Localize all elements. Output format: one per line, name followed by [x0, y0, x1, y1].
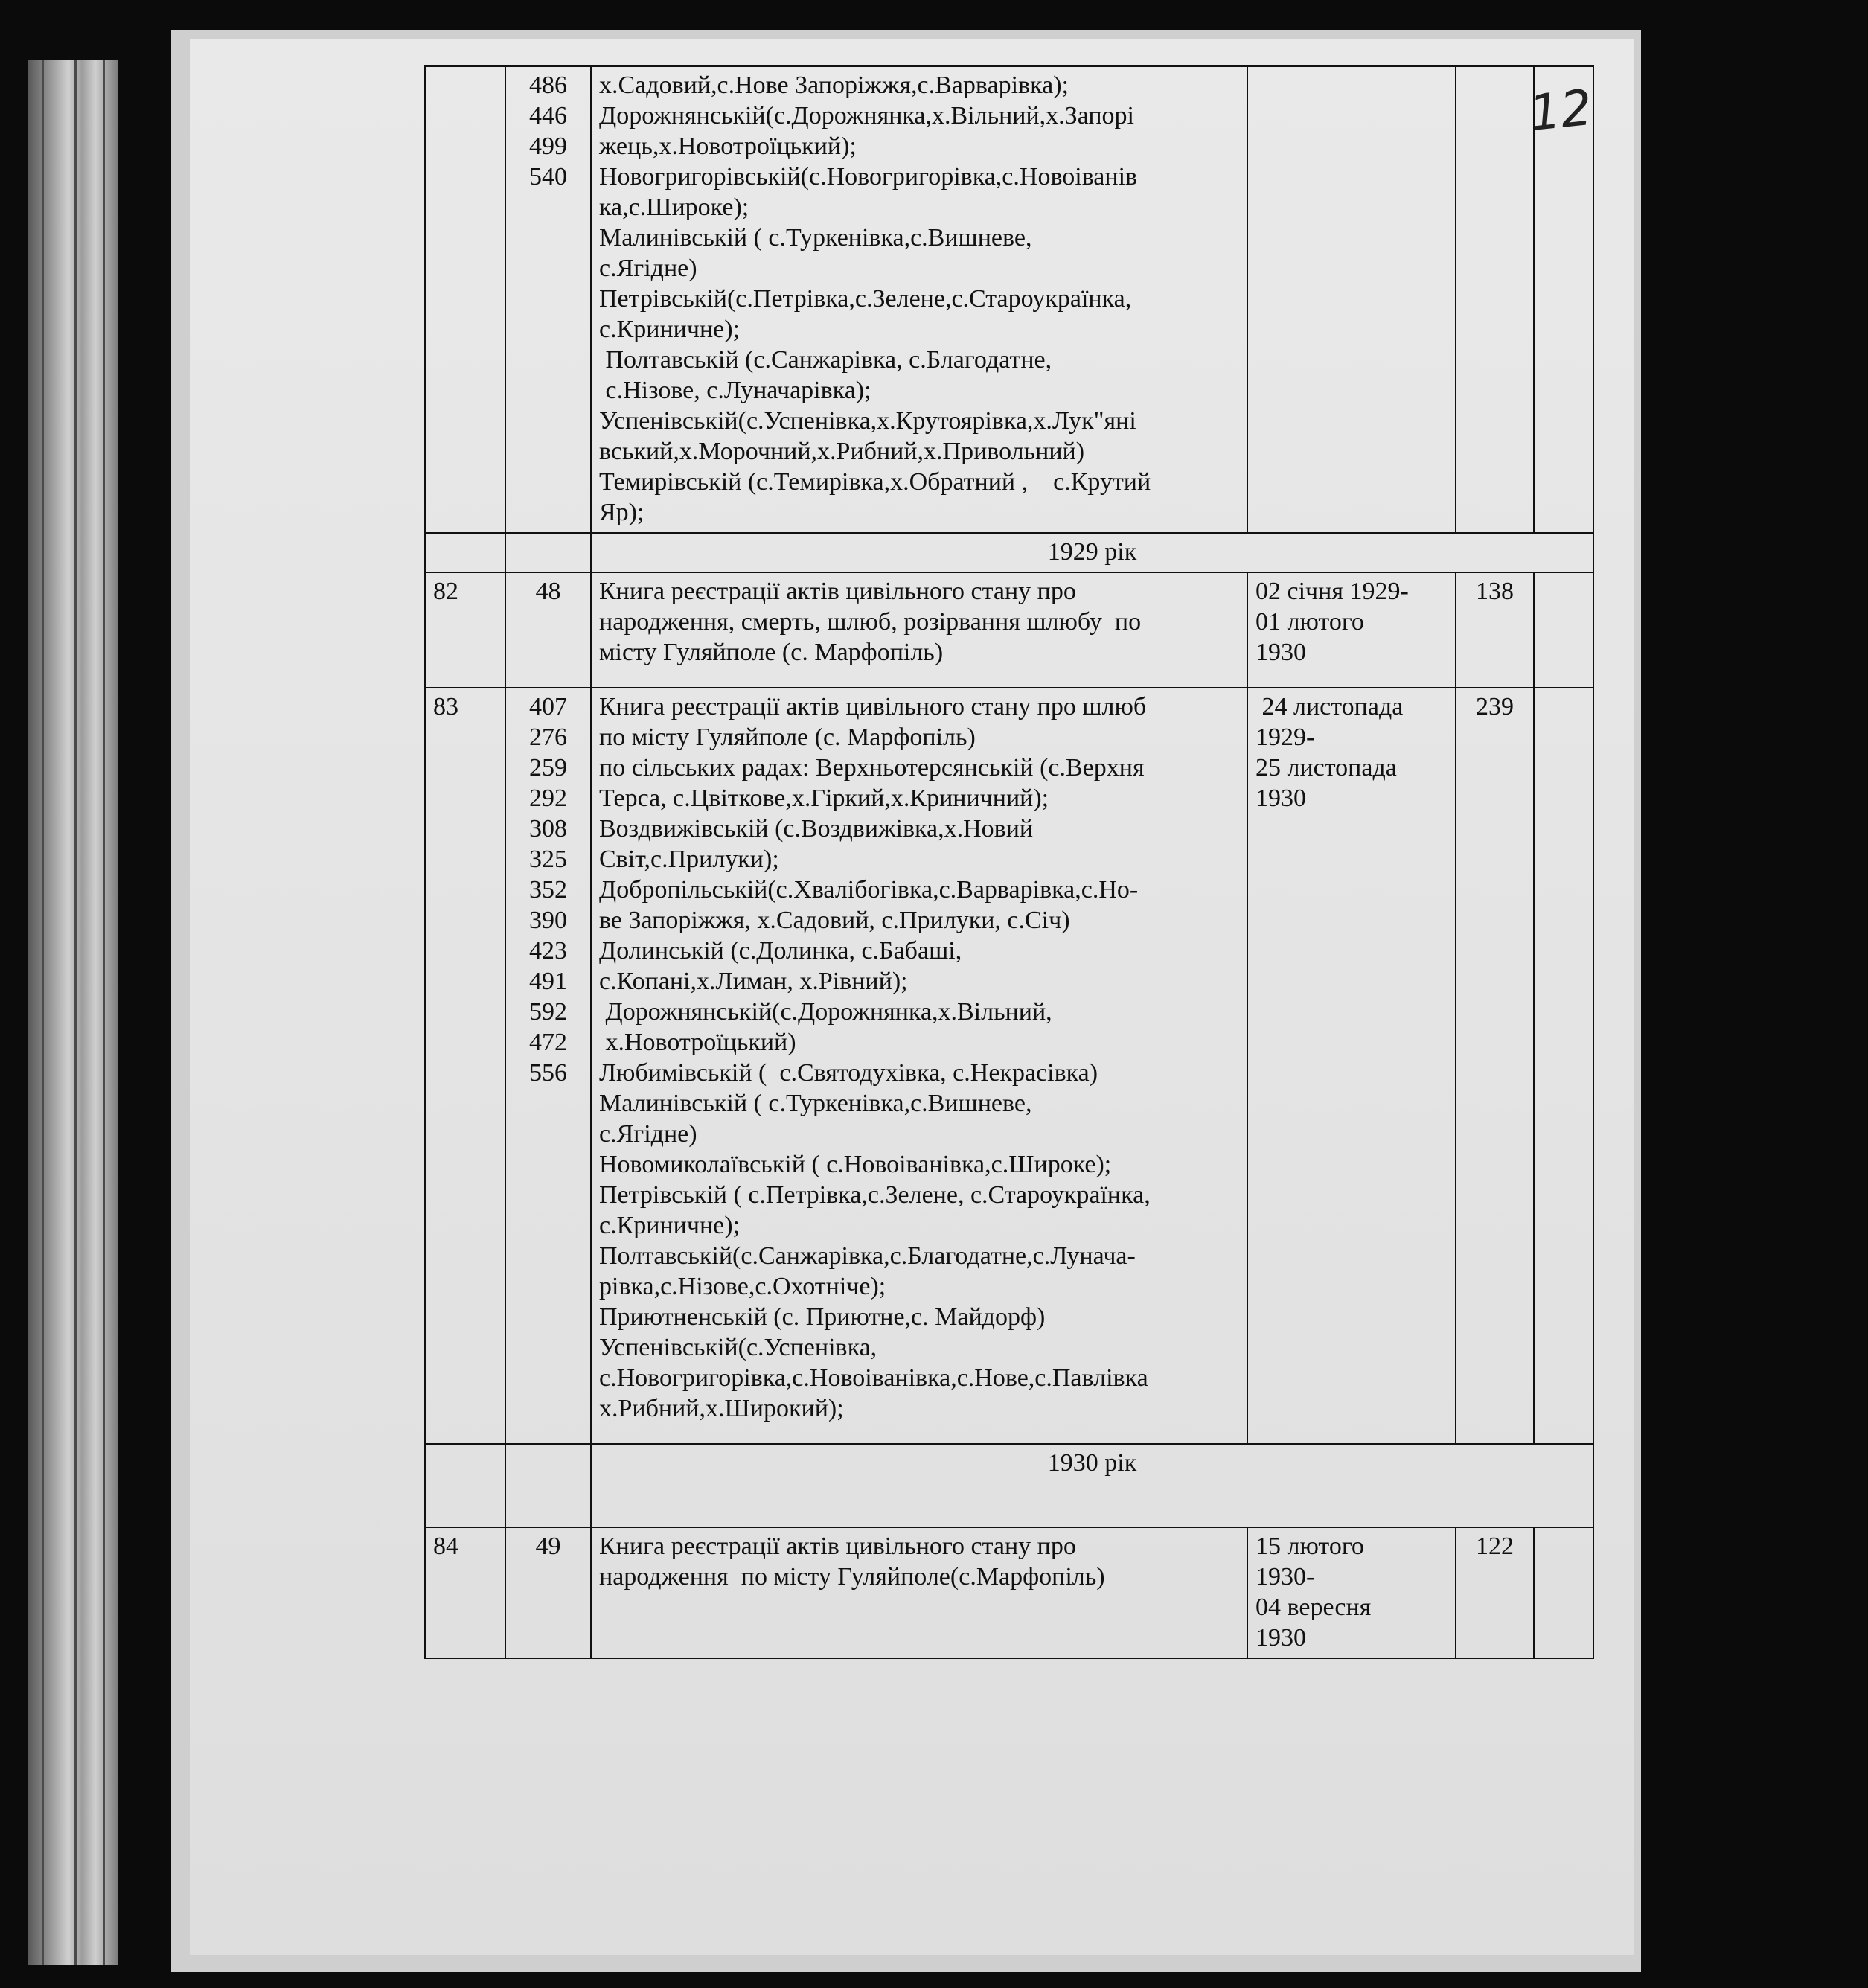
fund-number: 276 [529, 723, 567, 751]
fund-number: 472 [529, 1029, 567, 1056]
description-line: с.Нізове, с.Луначарівка); [599, 377, 871, 404]
cell-fund-numbers: 48 [505, 572, 591, 688]
cell-sheets [1456, 66, 1534, 533]
fund-number: 499 [529, 132, 567, 160]
cell-sheets: 138 [1456, 572, 1534, 688]
year-heading: 1930 рік [591, 1444, 1593, 1527]
spacer [599, 1424, 1239, 1439]
fund-number: 292 [529, 784, 567, 812]
description-line: Любимівській ( с.Святодухівка, с.Некрасівка) [599, 1059, 1098, 1087]
binder-edge [74, 60, 77, 1965]
description-line: х.Рибний,х.Широкий); [599, 1395, 844, 1422]
fund-number: 556 [529, 1059, 567, 1087]
cell-dates [1247, 572, 1456, 688]
description-line: х.Садовий,с.Нове Запоріжжя,с.Варварівка); [599, 71, 1069, 99]
cell-empty [425, 1444, 505, 1527]
cell-sheets: 239 [1456, 688, 1534, 1444]
description-line: Успенівській(с.Успенівка,х.Крутоярівка,х.Лук"яні [599, 407, 1136, 435]
cell-number: 84 [425, 1527, 505, 1658]
fund-number: 446 [529, 102, 567, 130]
description-line: вський,х.Морочний,х.Рибний,х.Привольний) [599, 438, 1085, 465]
date-line: 24 листопада [1256, 693, 1404, 720]
description-line: с.Криничне); [599, 1212, 741, 1239]
cell-notes [1534, 572, 1593, 688]
fund-number: 390 [529, 907, 567, 934]
fund-number: 259 [529, 754, 567, 782]
description-line: Світ,с.Прилуки); [599, 846, 779, 873]
description-line: по місту Гуляйполе (с. Марфопіль) [599, 723, 976, 751]
cell-fund-numbers: 49 [505, 1527, 591, 1658]
date-line: 1930- [1256, 1563, 1315, 1591]
binder-spine [28, 60, 118, 1965]
description-line: Терса, с.Цвіткове,х.Гіркий,х.Криничний); [599, 784, 1049, 812]
description-line: по сільських радах: Верхньотерсянській (с.Верхня [599, 754, 1145, 782]
description-line: народження, смерть, шлюб, розірвання шлюбу по [599, 608, 1142, 636]
cell-empty [505, 533, 591, 572]
description-line: Петрівській ( с.Петрівка,с.Зелене, с.Староукраїнка, [599, 1181, 1151, 1209]
cell-fund-numbers [505, 688, 591, 1444]
description-line: Приютненській (с. Приютне,с. Майдорф) [599, 1303, 1046, 1331]
date-line: 1930 [1256, 784, 1306, 812]
cell-description [591, 688, 1247, 1444]
description-line: Полтавській(с.Санжарівка,с.Благодатне,с.Лунача- [599, 1242, 1136, 1270]
description-line: Книга реєстрації актів цивільного стану про шлюб [599, 693, 1147, 720]
table-row [425, 1527, 1593, 1658]
description-line: ка,с.Широке); [599, 194, 749, 221]
cell-empty [505, 1444, 591, 1527]
fund-number: 352 [529, 876, 567, 904]
date-line: 1930 [1256, 1624, 1306, 1652]
description-line: Темирівській (с.Темирівка,х.Обратний , с.Крутий [599, 468, 1151, 496]
description-line: Книга реєстрації актів цивільного стану про [599, 1532, 1076, 1560]
cell-sheets: 122 [1456, 1527, 1534, 1658]
description-line: Малинівській ( с.Туркенівка,с.Вишневе, [599, 1090, 1032, 1117]
description-line: с.Копані,х.Лиман, х.Рівний); [599, 968, 908, 995]
description-line: с.Ягідне) [599, 1120, 697, 1148]
cell-notes [1534, 66, 1593, 533]
register-table [424, 65, 1594, 1659]
description-line: місту Гуляйполе (с. Марфопіль) [599, 639, 944, 666]
description-line: Добропільській(с.Хвалібогівка,с.Варварівка,с.Но- [599, 876, 1139, 904]
description-line: с.Новогригорівка,с.Новоіванівка,с.Нове,с.Павлівка [599, 1364, 1148, 1392]
description-line: Успенівській(с.Успенівка, [599, 1334, 877, 1361]
fund-number: 407 [529, 693, 567, 720]
table-row-year [425, 1444, 1593, 1527]
date-line: 01 лютого [1256, 608, 1364, 636]
fund-number: 308 [529, 815, 567, 843]
table-row-year [425, 533, 1593, 572]
spacer [599, 668, 1239, 683]
fund-number: 592 [529, 998, 567, 1026]
date-line: 1930 [1256, 639, 1306, 666]
description-line: Петрівській(с.Петрівка,с.Зелене,с.Староукраїнка, [599, 285, 1132, 313]
cell-description [591, 572, 1247, 688]
description-line: народження по місту Гуляйполе(с.Марфопіль) [599, 1563, 1105, 1591]
cell-fund-numbers [505, 66, 591, 533]
description-line: Воздвижівській (с.Воздвижівка,х.Новий [599, 815, 1034, 843]
description-line: Яр); [599, 499, 644, 526]
description-line: Полтавській (с.Санжарівка, с.Благодатне, [599, 346, 1052, 374]
description-line: с.Криничне); [599, 316, 741, 343]
date-line: 25 листопада [1256, 754, 1397, 782]
description-line: Дорожнянській(с.Дорожнянка,х.Вільний, [599, 998, 1052, 1026]
fund-number: 325 [529, 846, 567, 873]
description-line: Малинівській ( с.Туркенівка,с.Вишневе, [599, 224, 1032, 252]
fund-number: 491 [529, 968, 567, 995]
description-line: Книга реєстрації актів цивільного стану про [599, 578, 1076, 605]
table-row-continuation [425, 66, 1593, 533]
fund-number: 486 [529, 71, 567, 99]
fund-number: 423 [529, 937, 567, 965]
description-line: Дорожнянській(с.Дорожнянка,х.Вільний,х.Запорі [599, 102, 1134, 130]
table-row [425, 572, 1593, 688]
table-row [425, 688, 1593, 1444]
description-line: ве Запоріжжя, х.Садовий, с.Прилуки, с.Січ) [599, 907, 1070, 934]
date-line: 1929- [1256, 723, 1315, 751]
cell-dates [1247, 66, 1456, 533]
description-line: с.Ягідне) [599, 255, 697, 282]
cell-number: 82 [425, 572, 505, 688]
cell-number [425, 66, 505, 533]
fund-number: 540 [529, 163, 567, 191]
date-line: 04 вересня [1256, 1594, 1372, 1621]
description-line: рівка,с.Нізове,с.Охотніче); [599, 1273, 886, 1300]
description-line: х.Новотроїцький) [599, 1029, 796, 1056]
cell-notes [1534, 688, 1593, 1444]
date-line: 15 лютого [1256, 1532, 1364, 1560]
year-heading: 1929 рік [591, 533, 1593, 572]
date-line: 02 січня 1929- [1256, 578, 1409, 605]
description-line: жець,х.Новотроїцький); [599, 132, 857, 160]
description-line: Долинській (с.Долинка, с.Бабаші, [599, 937, 962, 965]
cell-description [591, 1527, 1247, 1658]
cell-description [591, 66, 1247, 533]
binder-edge [103, 60, 105, 1965]
cell-number: 83 [425, 688, 505, 1444]
description-line: Новогригорівській(с.Новогригорівка,с.Новоіванів [599, 163, 1138, 191]
cell-dates [1247, 688, 1456, 1444]
folio-number: 12 [1526, 78, 1595, 143]
cell-empty [425, 533, 505, 572]
binder-edge [42, 60, 44, 1965]
description-line: Новомиколаївській ( с.Новоіванівка,с.Широке); [599, 1151, 1112, 1178]
cell-dates [1247, 1527, 1456, 1658]
cell-notes [1534, 1527, 1593, 1658]
